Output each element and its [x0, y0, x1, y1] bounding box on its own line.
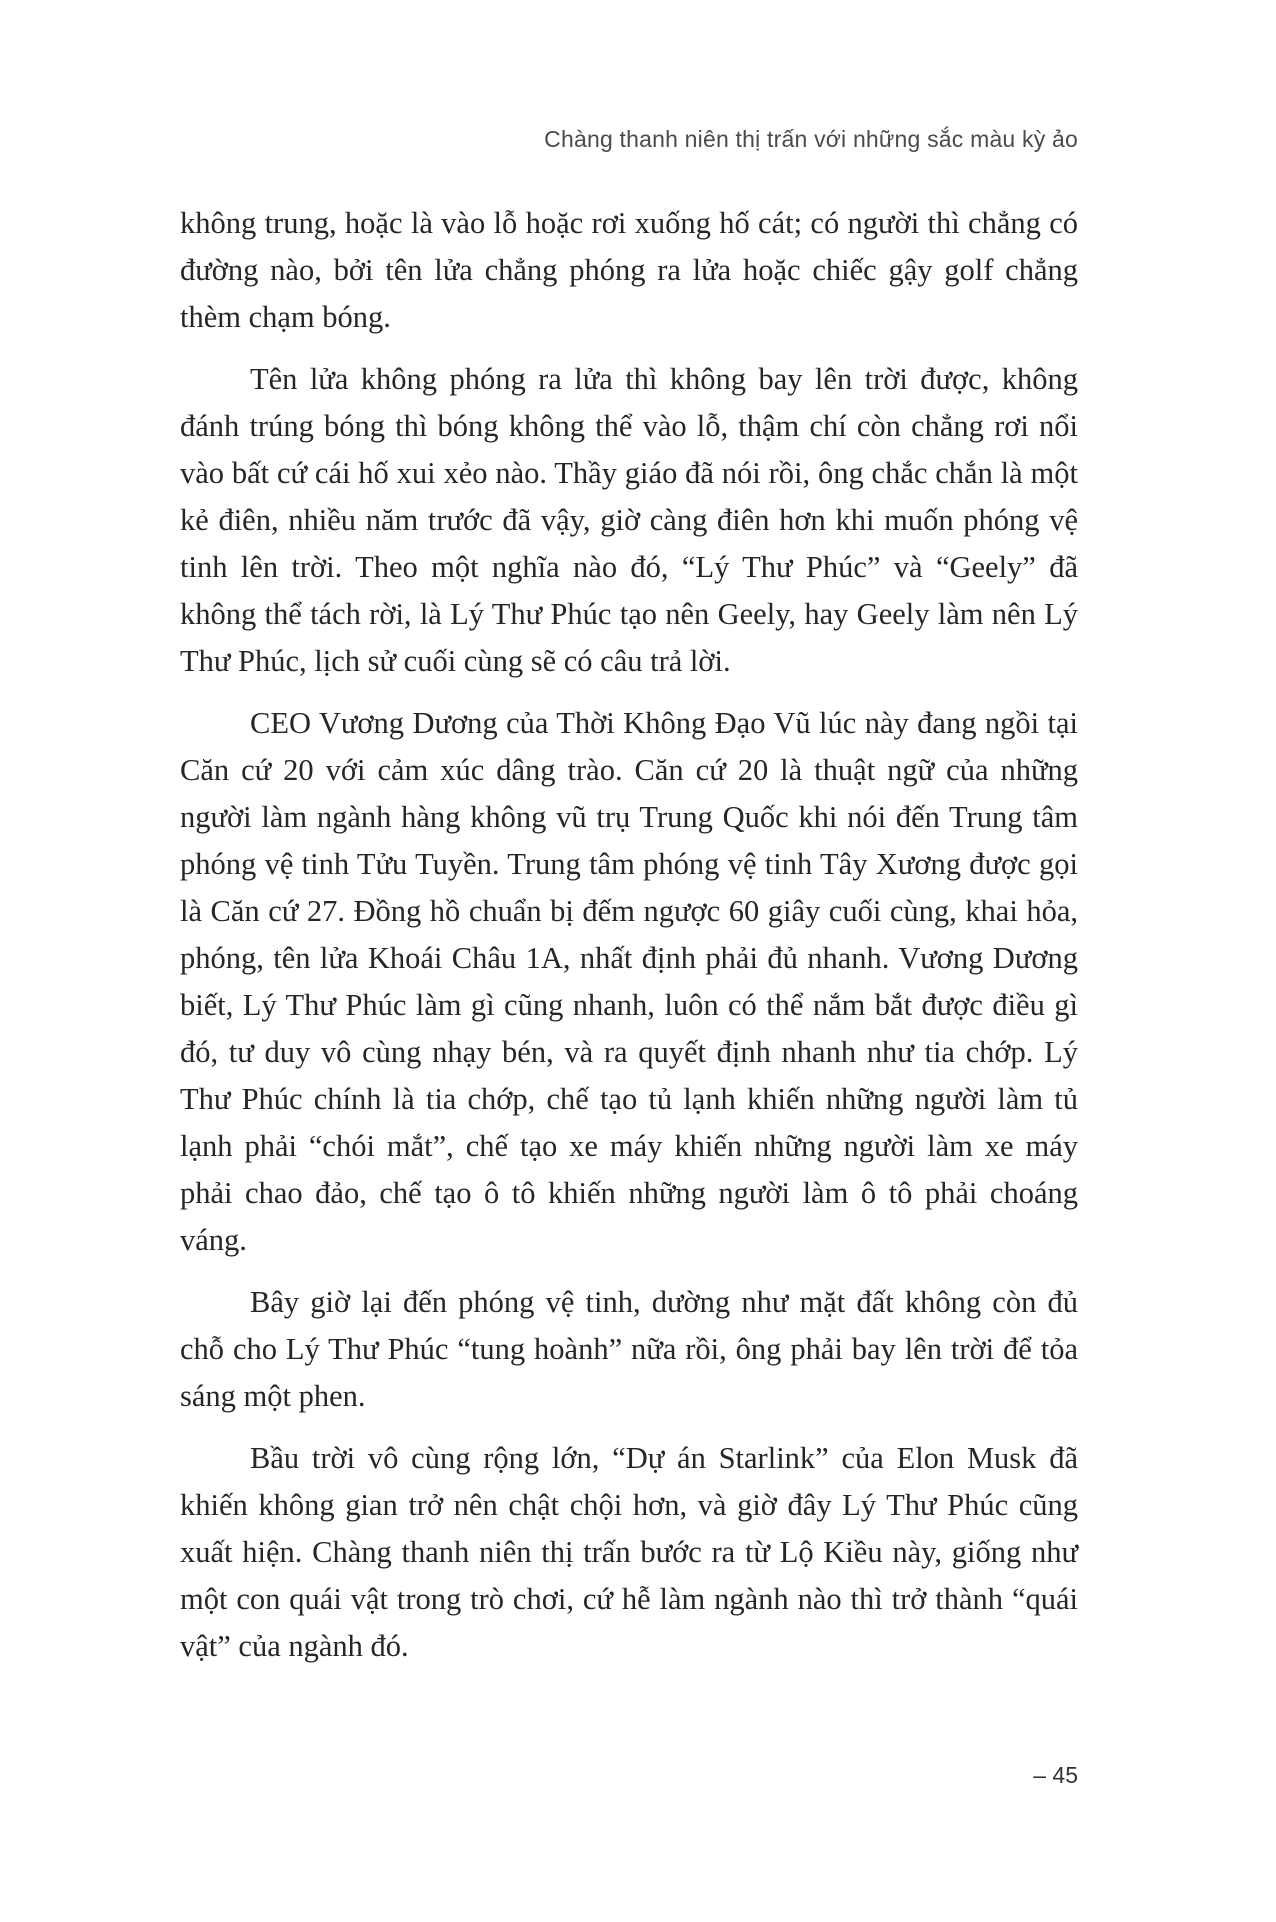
body-text — [180, 200, 1078, 1685]
page-number: – 45 — [1033, 1762, 1078, 1788]
paragraph-1: không trung, hoặc là vào lỗ hoặc rơi xuống hố cát; có người thì chẳng có đường nào, bởi tên lửa chẳng phóng ra lửa hoặc chiếc gậy golf chẳng thèm chạm bóng. — [180, 206, 1078, 334]
paragraph-5: Bầu trời vô cùng rộng lớn, “Dự án Starlink” của Elon Musk đã khiến không gian trở nên chật chội hơn, và giờ đây Lý Thư Phúc cũng xuất hiện. Chàng thanh niên thị trấn bước ra từ Lộ Kiều này, giống như một con quái vật trong trò chơi, cứ hễ làm ngành nào thì trở thành “quái vật” của ngành đó. — [180, 1441, 1078, 1663]
paragraph-3: CEO Vương Dương của Thời Không Đạo Vũ lúc này đang ngồi tại Căn cứ 20 với cảm xúc dâng trào. Căn cứ 20 là thuật ngữ của những người làm ngành hàng không vũ trụ Trung Quốc khi nói đến Trung tâm phóng vệ tinh Tửu Tuyền. Trung tâm phóng vệ tinh Tây Xương được gọi là Căn cứ 27. Đồng hồ chuẩn bị đếm ngược 60 giây cuối cùng, khai hỏa, phóng, tên lửa Khoái Châu 1A, nhất định phải đủ nhanh. Vương Dương biết, Lý Thư Phúc làm gì cũng nhanh, luôn có thể nắm bắt được điều gì đó, tư duy vô cùng nhạy bén, và ra quyết định nhanh như tia chớp. Lý Thư Phúc chính là tia chớp, chế tạo tủ lạnh khiến những người làm tủ lạnh phải “chói mắt”, chế tạo xe máy khiến những người làm xe máy phải chao đảo, chế tạo ô tô khiến những người làm ô tô phải choáng váng. — [180, 706, 1078, 1257]
running-header: Chàng thanh niên thị trấn với những sắc màu kỳ ảo — [544, 126, 1078, 152]
paragraph-2: Tên lửa không phóng ra lửa thì không bay lên trời được, không đánh trúng bóng thì bóng không thể vào lỗ, thậm chí còn chẳng rơi nổi vào bất cứ cái hố xui xẻo nào. Thầy giáo đã nói rồi, ông chắc chắn là một kẻ điên, nhiều năm trước đã vậy, giờ càng điên hơn khi muốn phóng vệ tinh lên trời. Theo một nghĩa nào đó, “Lý Thư Phúc” và “Geely” đã không thể tách rời, là Lý Thư Phúc tạo nên Geely, hay Geely làm nên Lý Thư Phúc, lịch sử cuối cùng sẽ có câu trả lời. — [180, 362, 1078, 678]
paragraph-4: Bây giờ lại đến phóng vệ tinh, dường như mặt đất không còn đủ chỗ cho Lý Thư Phúc “tung hoành” nữa rồi, ông phải bay lên trời để tỏa sáng một phen. — [180, 1285, 1078, 1413]
